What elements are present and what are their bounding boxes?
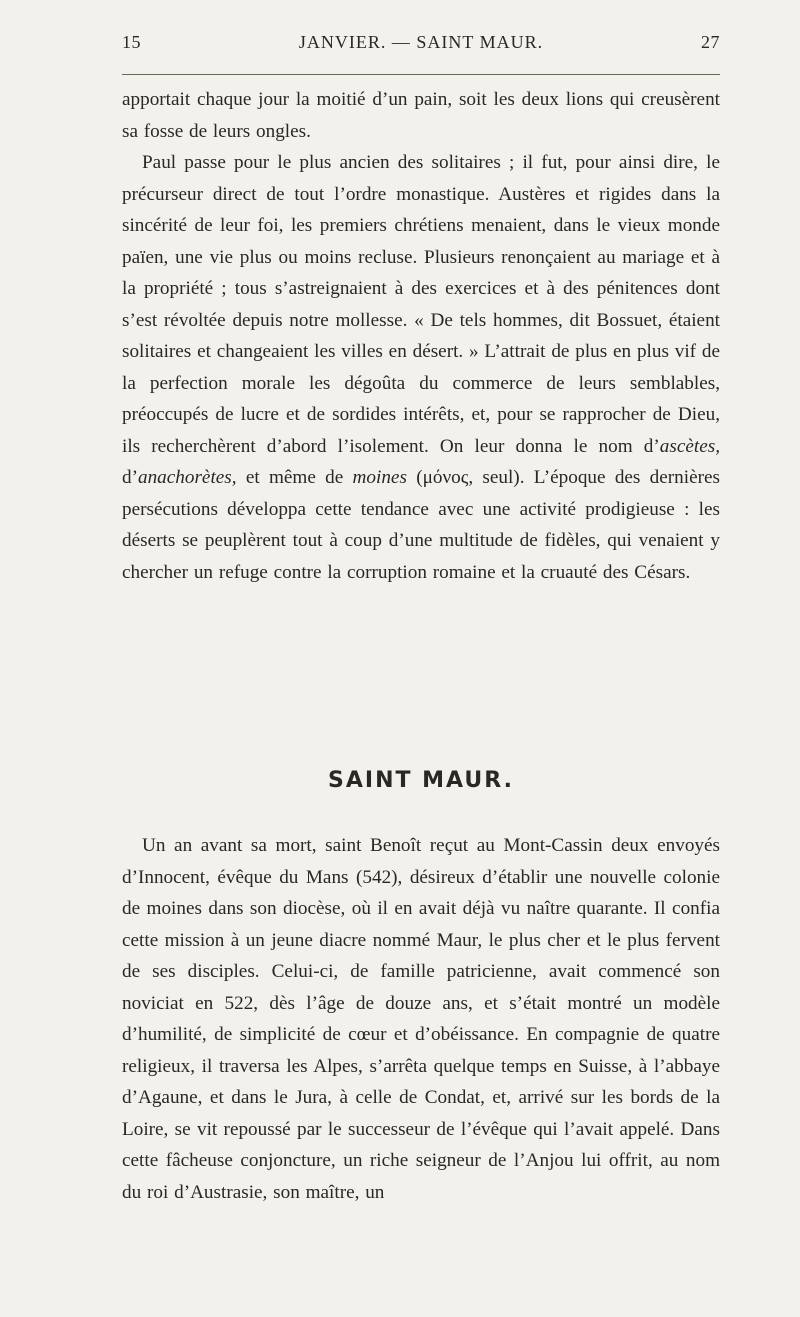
paragraph-text: d’ (122, 467, 138, 488)
header-title: JANVIER. — SAINT MAUR. (298, 32, 544, 52)
running-head (122, 32, 720, 56)
italic-term-ascetes: ascètes, (659, 435, 720, 457)
paragraph (122, 147, 720, 588)
header-day: 15 (122, 32, 141, 52)
section-body-2 (122, 830, 720, 1208)
paragraph: Un an avant sa mort, saint Benoît reçut au Mont-Cassin deux envoyés d’Innocent, évêque du Mans (542), désireux d’établir une nouvelle colonie de moines dans son diocèse, où il en avait déjà vu naître quarante. Il confia cette mission à un jeune diacre nommé Maur, le plus cher et le plus fervent de ses disciples. Celui-ci, de famille patricienne, avait commencé son noviciat en 522, dès l’âge de douze ans, et s’était montré un modèle d’humilité, de simplicité de cœur et d’obéissance. En compagnie de quatre religieux, il traversa les Alpes, s’arrêta quelque temps en Suisse, à l’abbaye d’Agaune, et dans le Jura, à celle de Condat, et, arrivé sur les bords de la Loire, se vit repoussé par le successeur de l’évêque qui l’avait appelé. Dans cette fâcheuse conjoncture, un riche seigneur de l’Anjou lui offrit, au nom du roi d’Austrasie, son maître, un (122, 835, 720, 1203)
section-heading: SAINT MAUR. (328, 768, 514, 793)
paragraph-text: (μόνος, seul). L’époque des dernières persécutions développa cette tendance avec une activité prodigieuse : les déserts se peuplèrent tout à coup d’une multitude de fidèles, qui venaient y chercher un refuge contre la corruption romaine et la cruauté des Césars. (122, 467, 720, 583)
paragraph: apportait chaque jour la moitié d’un pain, soit les deux lions qui creusèrent sa fosse de leurs ongles. (122, 89, 720, 142)
section-body-1 (122, 84, 720, 588)
header-rule (122, 74, 720, 75)
page-number: 27 (701, 32, 720, 52)
paragraph-text: Paul passe pour le plus ancien des solitaires ; il fut, pour ainsi dire, le précurseur direct de tout l’ordre monastique. Austères et rigides dans la sincérité de leur foi, les premiers chrétiens menaient, dans le vieux monde païen, une vie plus ou moins recluse. Plusieurs renonçaient au mariage et à la propriété ; tous s’astreignaient à des exercices et à des pénitences dont s’est révoltée depuis notre mollesse. « De tels hommes, dit Bossuet, étaient solitaires et changeaient les villes en désert. » L’attrait de plus en plus vif de la perfection morale les dégoûta du commerce de leurs semblables, préoccupés de lucre et de sordides intérêts, et, pour se rapprocher de Dieu, ils recherchèrent d’abord l’isolement. On leur donna le nom d’ (122, 152, 720, 457)
italic-term-moines: moines (352, 467, 407, 488)
paragraph-text: et même de (236, 467, 353, 488)
italic-term-anachoretes: anachorètes, (137, 467, 237, 488)
